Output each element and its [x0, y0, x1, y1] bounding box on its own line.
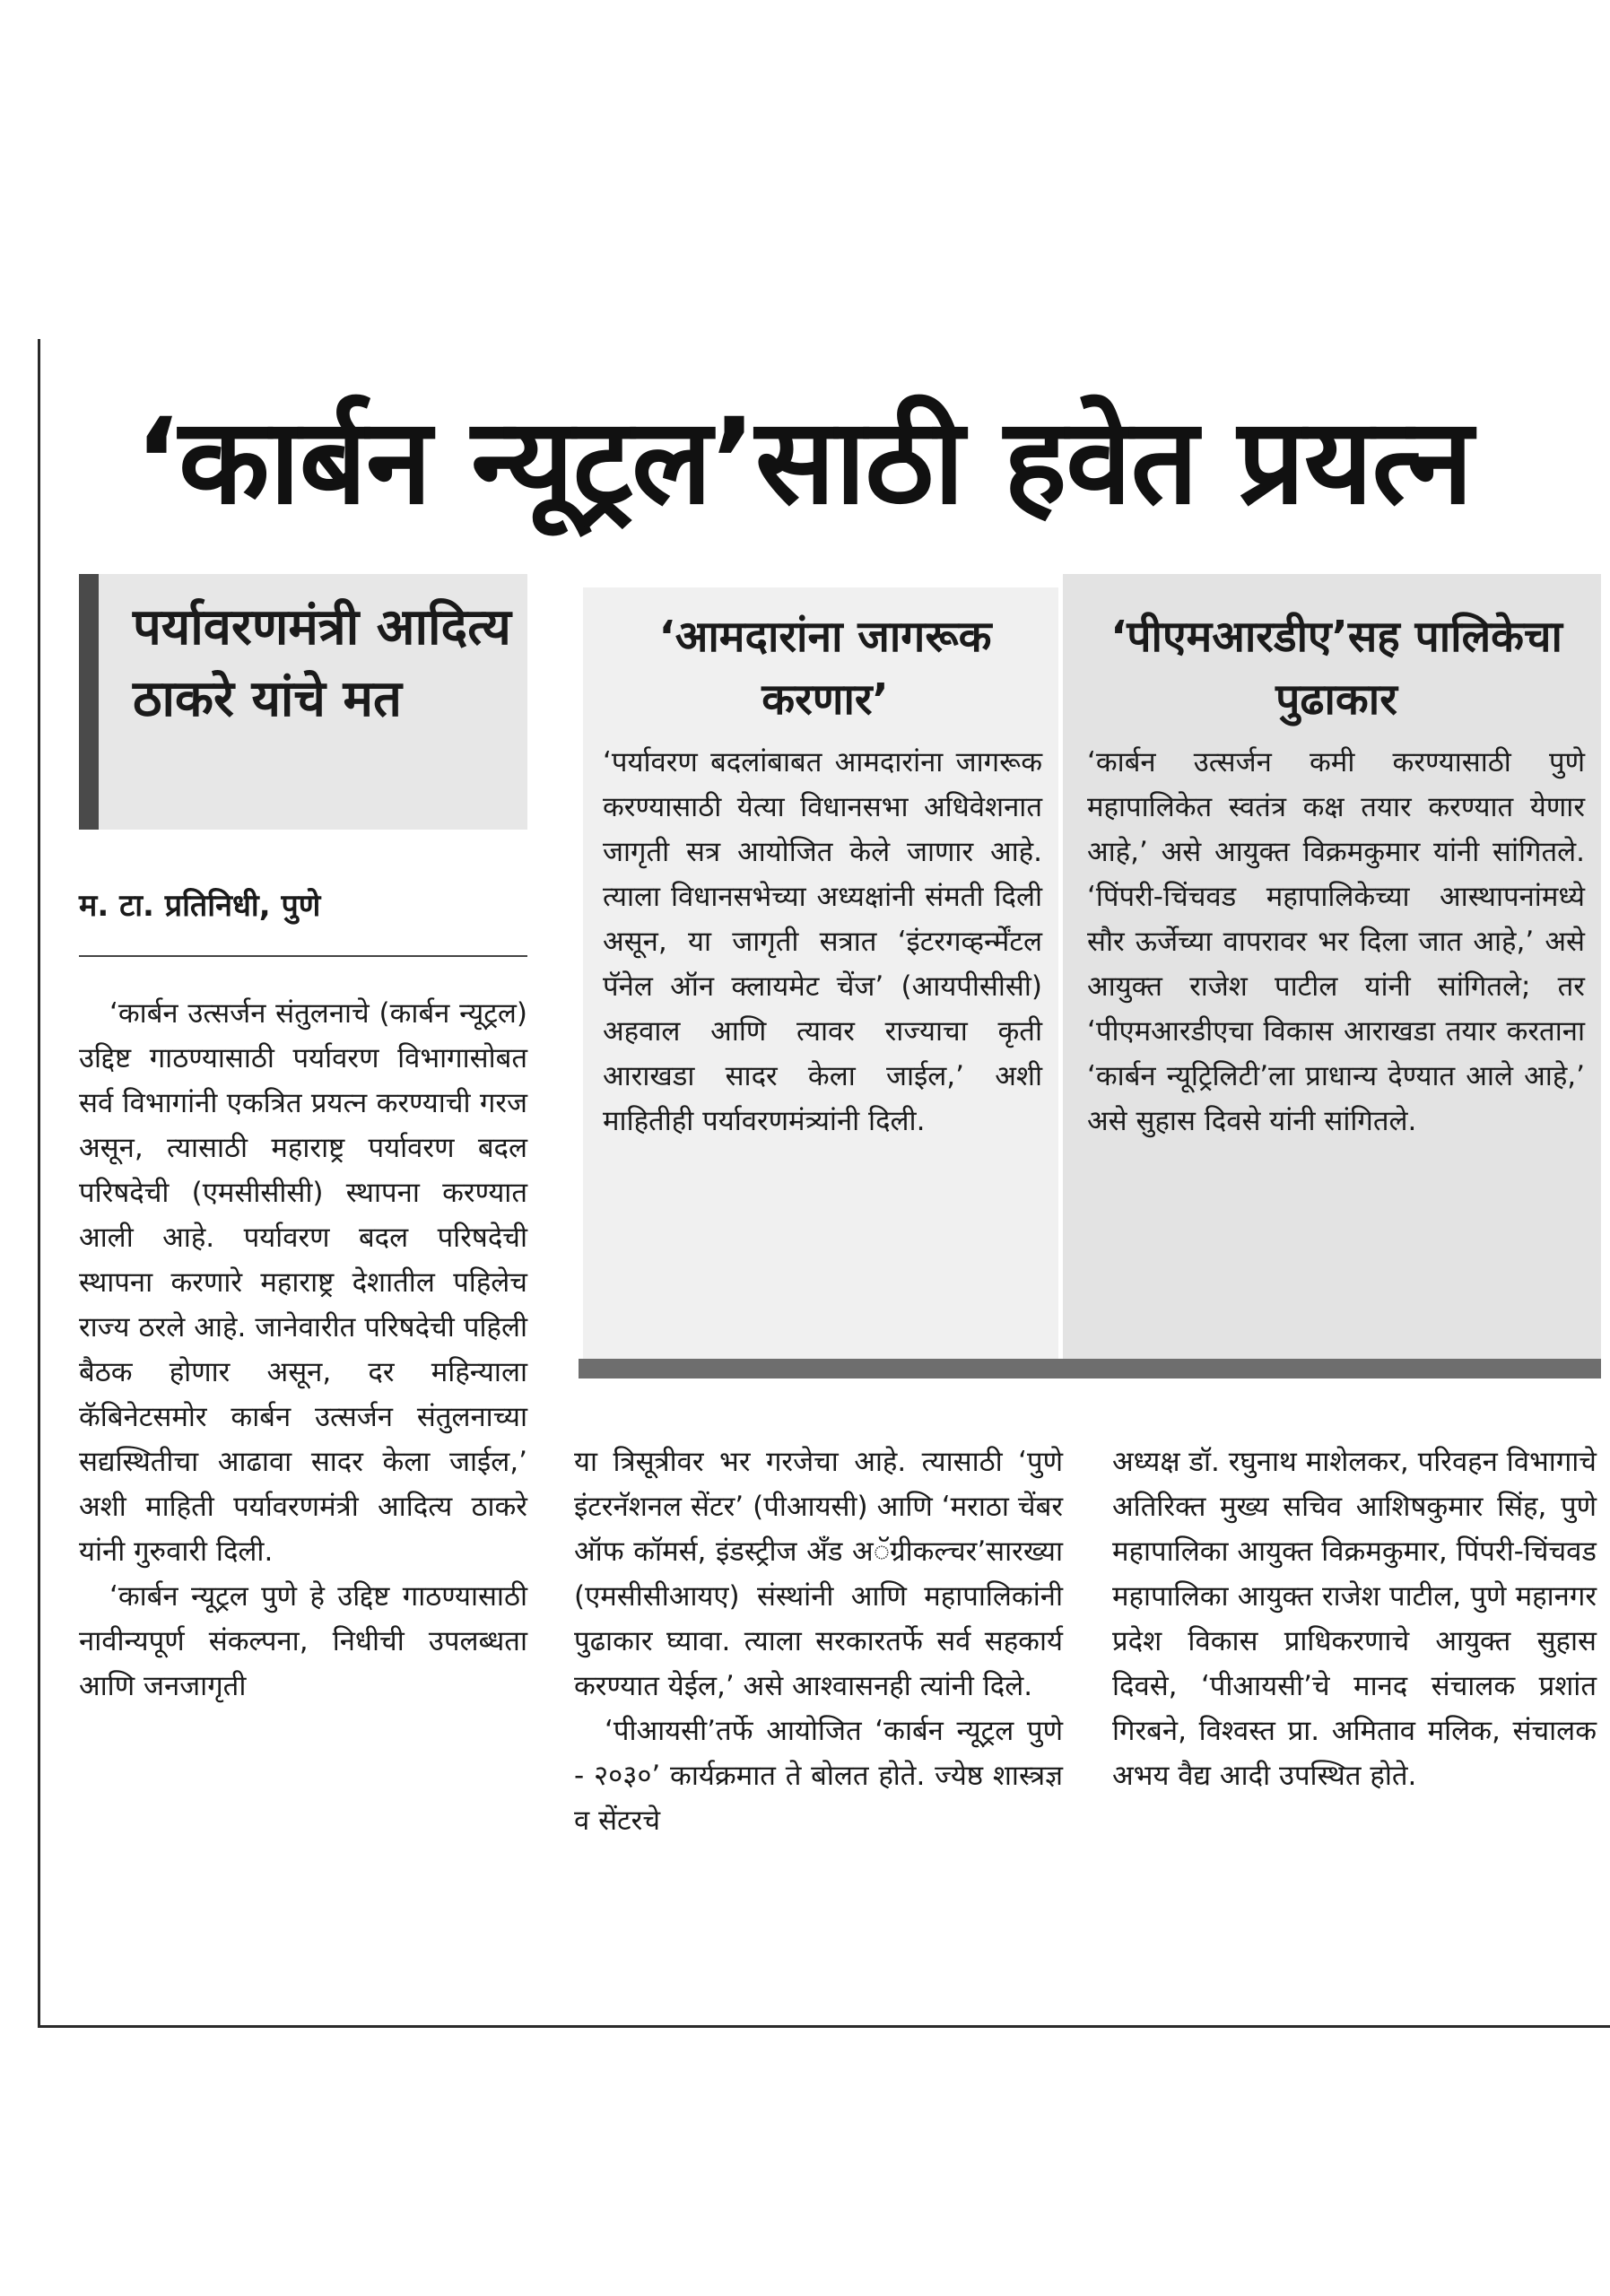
byline: म. टा. प्रतिनिधी, पुणे: [79, 888, 321, 924]
section-divider-bar: [579, 1359, 1601, 1378]
right-box-body: [1087, 740, 1585, 1144]
byline-rule: [79, 955, 527, 957]
bottom-middle-column: [574, 1439, 1063, 1843]
left-subheading: पर्यावरणमंत्री आदित्य ठाकरे यांचे मत: [133, 598, 511, 728]
left-paragraph: ‘कार्बन उत्सर्जन संतुलनाचे (कार्बन न्यूट्रल) उद्दिष्ट गाठण्यासाठी पर्यावरण विभागासोबत सर्व विभागांनी एकत्रित प्रयत्न करण्याची गरज असून, त्यासाठी महाराष्ट्र पर्यावरण बदल परिषदेची (एमसीसीसी) स्थापना करण्यात आली आहे. पर्यावरण बदल परिषदेची स्थापना करणारे महाराष्ट्र देशातील पहिलेच राज्य ठरले आहे. जानेवारीत परिषदेची पहिली बैठक होणार असून, दर महिन्याला कॅबिनेटसमोर कार्बन उत्सर्जन संतुलनाच्या सद्यस्थितीचा आढावा सादर केला जाईल,’ अशी माहिती पर्यावरणमंत्री आदित्य ठाकरे यांनी गुरुवारी दिली.: [79, 997, 527, 1568]
left-column-body: [79, 991, 527, 1709]
bottom-middle-paragraph: ‘पीआयसी’तर्फे आयोजित ‘कार्बन न्यूट्रल पुणे - २०३०’ कार्यक्रमात ते बोलत होते. ज्येष्ठ शास्त्रज्ञ व सेंटरचे: [574, 1715, 1063, 1837]
middle-box-body: [603, 740, 1042, 1144]
bottom-right-paragraph: अध्यक्ष डॉ. रघुनाथ माशेलकर, परिवहन विभागाचे अतिरिक्त मुख्य सचिव आशिषकुमार सिंह, पुणे महापालिका आयुक्त विक्रमकुमार, पिंपरी-चिंचवड महापालिका आयुक्त राजेश पाटील, पुणे महानगर प्रदेश विकास प्राधिकरणाचे आयुक्त सुहास दिवसे, ‘पीआयसी’चे मानद संचालक प्रशांत गिरबने, विश्वस्त प्रा. अमिताव मलिक, संचालक अभय वैद्य आदी उपस्थित होते.: [1112, 1446, 1597, 1792]
left-paragraph: ‘कार्बन न्यूट्रल पुणे हे उद्दिष्ट गाठण्यासाठी नावीन्यपूर्ण संकल्पना, निधीची उपलब्धता आणि जनजागृती: [79, 1580, 527, 1702]
middle-box-heading: ‘आमदारांना जागरूक करणार’: [658, 612, 992, 725]
clipping-frame-bottom-border: [38, 2025, 1610, 2028]
bottom-middle-paragraph: या त्रिसूत्रीवर भर गरजेचा आहे. त्यासाठी ‘पुणे इंटरनॅशनल सेंटर’ (पीआयसी) आणि ‘मराठा चेंबर ऑफ कॉमर्स, इंडस्ट्रीज अँड अॅग्रीकल्चर’सारख्या (एमसीसीआयए) संस्थांनी आणि महापालिकांनी पुढाकार घ्यावा. त्याला सरकारतर्फे सर्व सहकार्य करण्यात येईल,’ असे आश्वासनही त्यांनी दिले.: [574, 1446, 1063, 1702]
bottom-right-column: [1112, 1439, 1597, 1798]
subheading-accent-bar: [79, 574, 99, 830]
middle-box-paragraph: ‘पर्यावरण बदलांबाबत आमदारांना जागरूक करण्यासाठी येत्या विधानसभा अधिवेशनात जागृती सत्र आयोजित केले जाणार आहे. त्याला विधानसभेच्या अध्यक्षांनी संमती दिली असून, या जागृती सत्रात ‘इंटरगव्हर्न्मेंटल पॅनेल ऑन क्लायमेट चेंज’ (आयपीसीसी) अहवाल आणि त्यावर राज्याचा कृती आराखडा सादर केला जाईल,’ अशी माहितीही पर्यावरणमंत्र्यांनी दिली.: [603, 746, 1042, 1137]
left-subheading-box: [79, 574, 527, 830]
clipping-frame-left-border: [38, 339, 40, 2025]
article-headline: ‘कार्बन न्यूट्रल’साठी हवेत प्रयत्न: [135, 393, 1473, 531]
right-box-heading: ‘पीएमआरडीए’सह पालिकेचा पुढाकार: [1110, 612, 1562, 725]
right-box-paragraph: ‘कार्बन उत्सर्जन कमी करण्यासाठी पुणे महापालिकेत स्वतंत्र कक्ष तयार करण्यात येणार आहे,’ असे आयुक्त विक्रमकुमार यांनी सांगितले. ‘पिंपरी-चिंचवड महापालिकेच्या आस्थापनांमध्ये सौर ऊर्जेच्या वापरावर भर दिला जात आहे,’ असे आयुक्त राजेश पाटील यांनी सांगितले; तर ‘पीएमआरडीएचा विकास आराखडा तयार करताना ‘कार्बन न्यूट्रिलिटी’ला प्राधान्य देण्यात आले आहे,’ असे सुहास दिवसे यांनी सांगितले.: [1087, 746, 1585, 1137]
